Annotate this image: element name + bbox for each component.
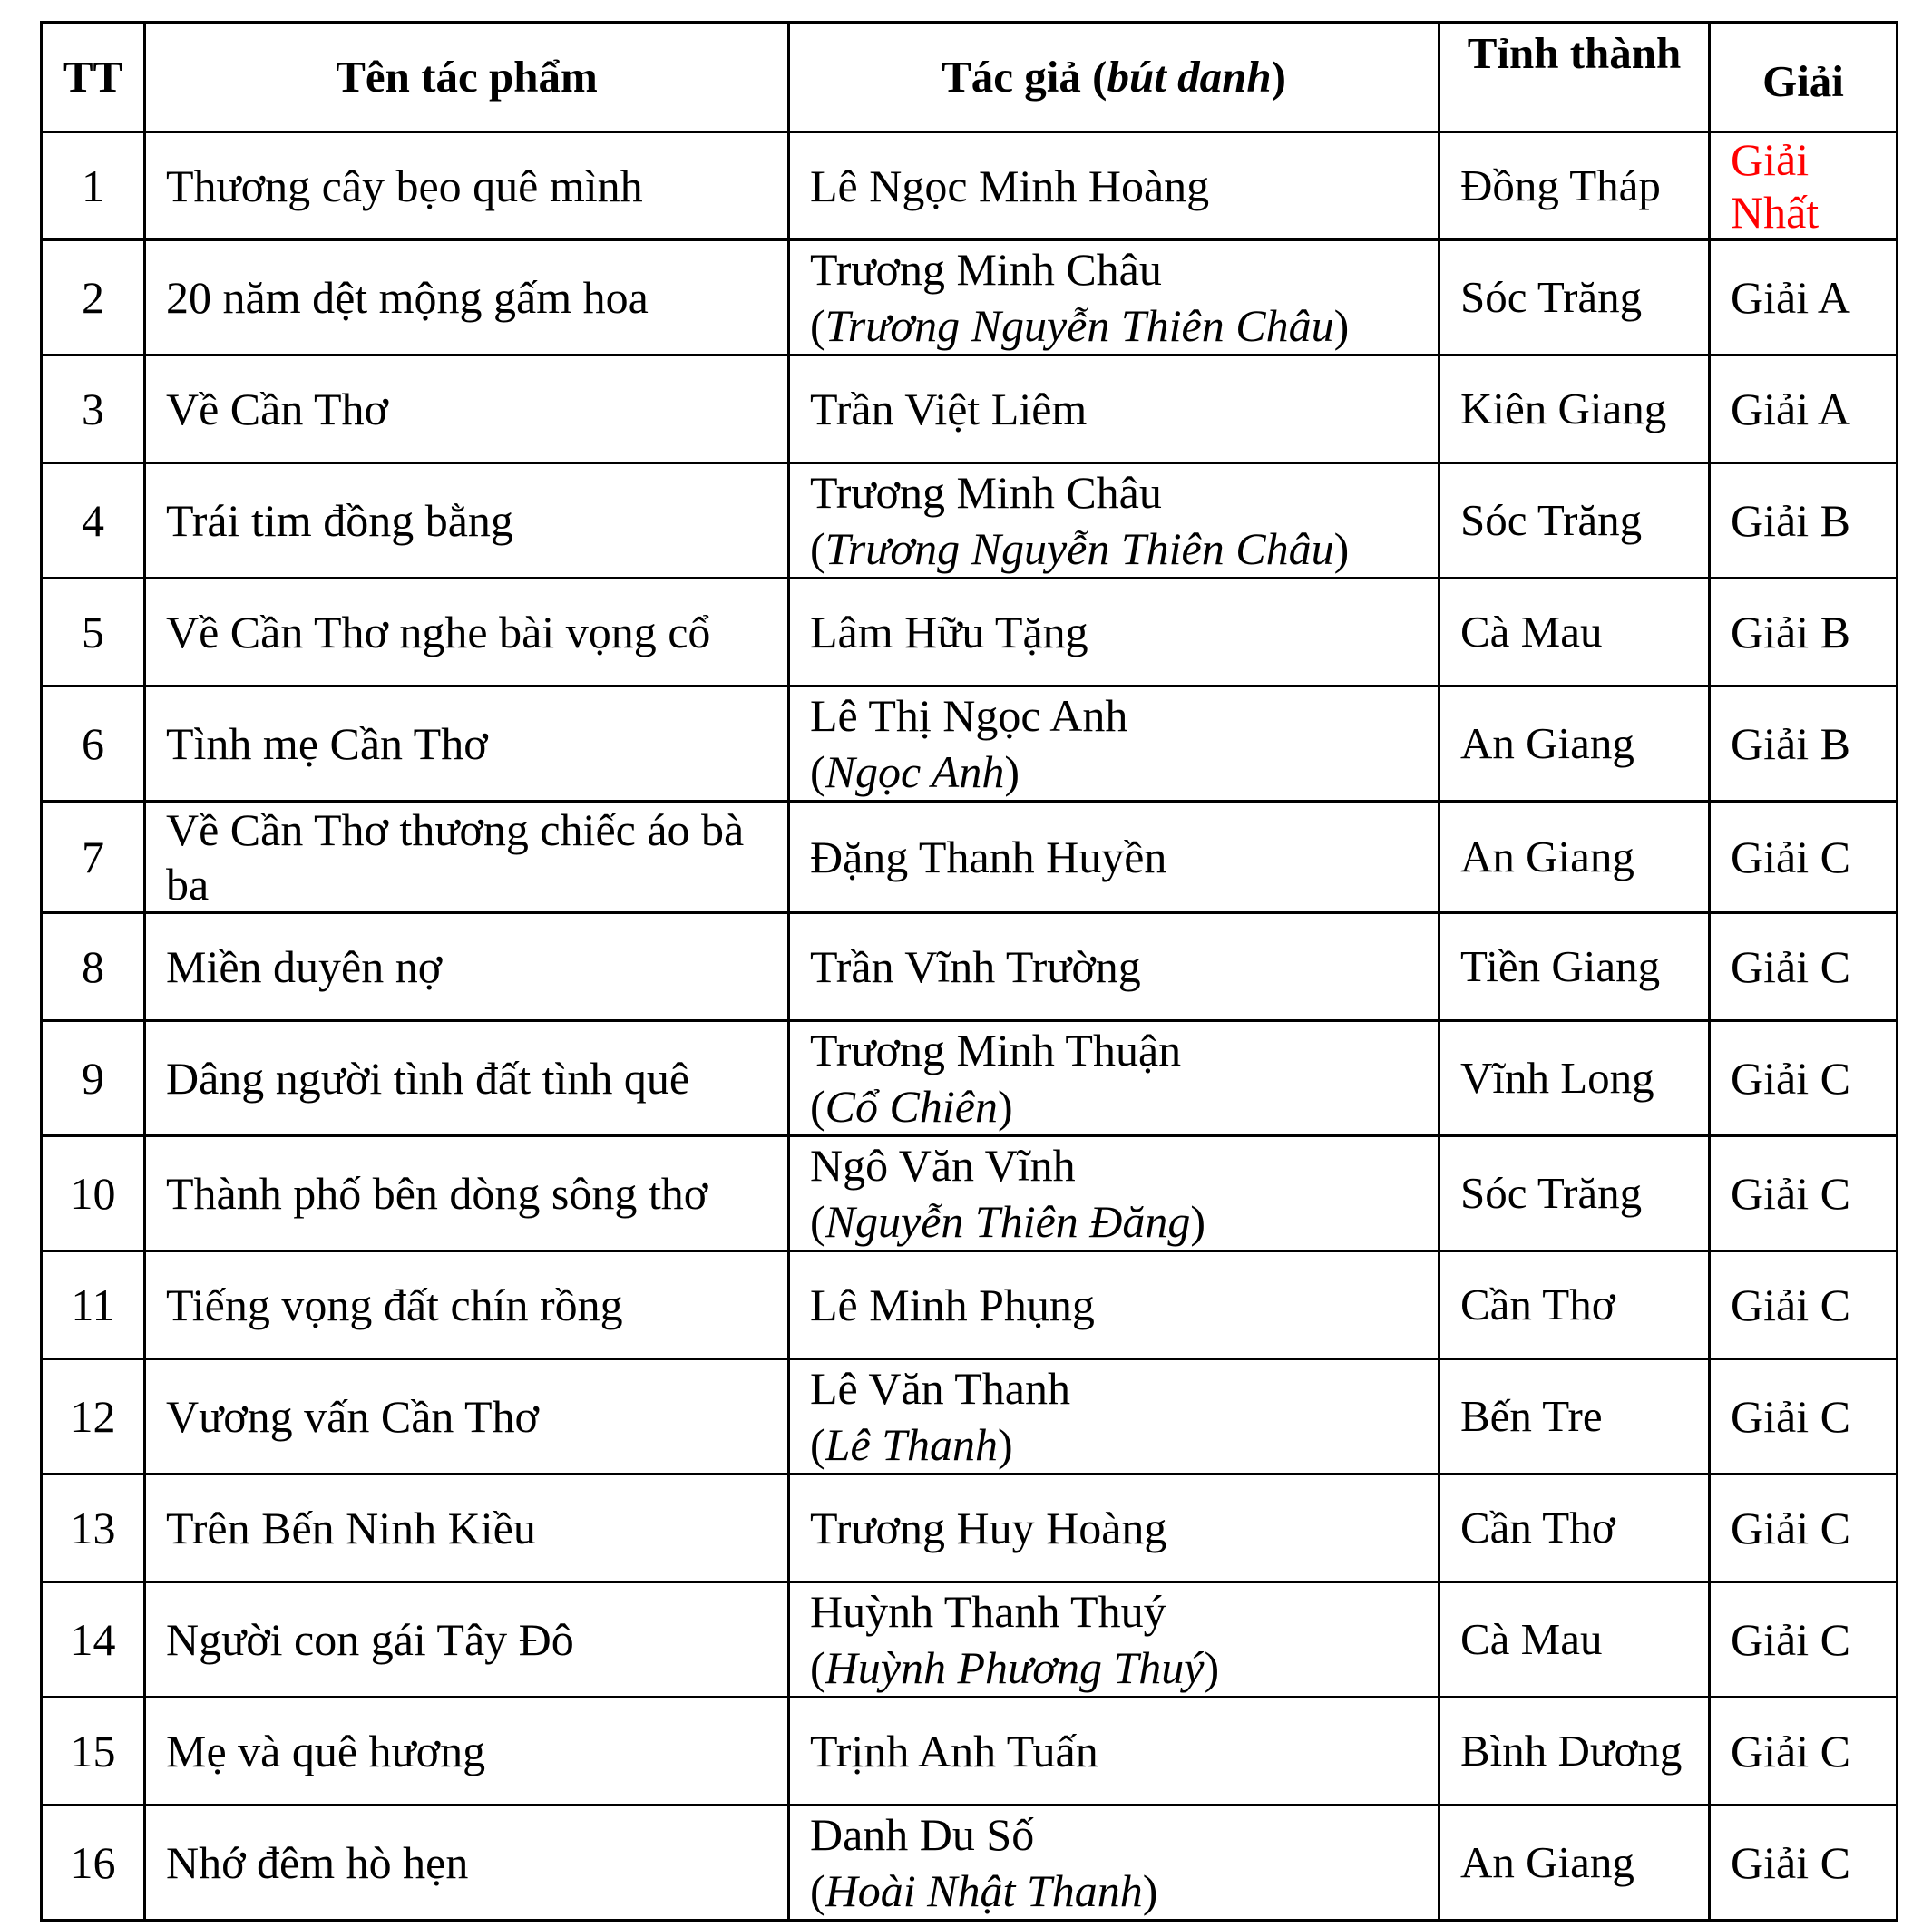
header-tt: TT [42, 23, 145, 132]
author-cell [789, 1021, 1439, 1136]
table-row [42, 1805, 1898, 1921]
pen-name-text: Lê Thanh [825, 1419, 998, 1470]
header-prize: Giải [1710, 23, 1898, 132]
row-number: 7 [42, 802, 145, 913]
province: Vĩnh Long [1439, 1021, 1710, 1136]
table-row [42, 686, 1898, 802]
work-title: Về Cần Thơ thương chiếc áo bà ba [145, 802, 789, 913]
author-cell [789, 913, 1439, 1021]
work-title: Miền duyên nợ [145, 913, 789, 1021]
author-name: Lâm Hữu Tặng [810, 607, 1088, 657]
author-name: Huỳnh Thanh Thuý [810, 1586, 1166, 1637]
province: Cần Thơ [1439, 1251, 1710, 1359]
province: Đồng Tháp [1439, 132, 1710, 240]
pen-name: (Huỳnh Phương Thuý) [810, 1642, 1220, 1693]
author-name: Trần Việt Liêm [810, 384, 1088, 434]
province: An Giang [1439, 686, 1710, 802]
author-name: Ngô Văn Vĩnh [810, 1140, 1076, 1191]
table-row [42, 1359, 1898, 1474]
prize: Giải C [1710, 1136, 1898, 1251]
work-title: Thành phố bên dòng sông thơ [145, 1136, 789, 1251]
author-cell [789, 802, 1439, 913]
author-name: Lê Thị Ngọc Anh [810, 690, 1128, 741]
work-title: Tình mẹ Cần Thơ [145, 686, 789, 802]
pen-name: (Hoài Nhật Thanh) [810, 1865, 1158, 1916]
province: Cà Mau [1439, 1582, 1710, 1698]
prize: Giải C [1710, 1582, 1898, 1698]
table-row [42, 1582, 1898, 1698]
author-cell [789, 1136, 1439, 1251]
work-title: Tiếng vọng đất chín rồng [145, 1251, 789, 1359]
row-number: 1 [42, 132, 145, 240]
pen-name-text: Cổ Chiên [825, 1081, 998, 1132]
table-row [42, 579, 1898, 686]
pen-name: (Lê Thanh) [810, 1419, 1013, 1470]
author-cell [789, 1474, 1439, 1582]
row-number: 13 [42, 1474, 145, 1582]
author-cell [789, 132, 1439, 240]
prize: Giải C [1710, 1698, 1898, 1805]
author-cell [789, 355, 1439, 463]
author-name: Lê Minh Phụng [810, 1280, 1095, 1330]
prize: Giải C [1710, 1805, 1898, 1921]
author-name: Trương Huy Hoàng [810, 1503, 1167, 1553]
row-number: 2 [42, 240, 145, 355]
row-number: 9 [42, 1021, 145, 1136]
pen-name-text: Hoài Nhật Thanh [825, 1865, 1143, 1916]
province: Cần Thơ [1439, 1474, 1710, 1582]
prize: Giải B [1710, 463, 1898, 579]
header-province: Tỉnh thành [1439, 23, 1710, 132]
pen-name-text: Nguyễn Thiên Đăng [825, 1196, 1191, 1247]
province: Kiên Giang [1439, 355, 1710, 463]
prize: Giải Nhất [1710, 132, 1898, 240]
row-number: 10 [42, 1136, 145, 1251]
pen-name-text: Trương Nguyễn Thiên Châu [825, 300, 1334, 351]
row-number: 14 [42, 1582, 145, 1698]
header-author [789, 23, 1439, 132]
header-title: Tên tác phẩm [145, 23, 789, 132]
pen-name-text: Trương Nguyễn Thiên Châu [825, 523, 1334, 574]
table-row [42, 1251, 1898, 1359]
row-number: 4 [42, 463, 145, 579]
table-row [42, 355, 1898, 463]
prize: Giải C [1710, 802, 1898, 913]
row-number: 5 [42, 579, 145, 686]
work-title: Nhớ đêm hò hẹn [145, 1805, 789, 1921]
work-title: Thương cây bẹo quê mình [145, 132, 789, 240]
province: Cà Mau [1439, 579, 1710, 686]
author-cell [789, 686, 1439, 802]
author-name: Đặng Thanh Huyền [810, 832, 1167, 882]
province: Sóc Trăng [1439, 1136, 1710, 1251]
author-cell [789, 1698, 1439, 1805]
author-cell [789, 463, 1439, 579]
table-header-row [42, 23, 1898, 132]
work-title: Trái tim đồng bằng [145, 463, 789, 579]
province: Bình Dương [1439, 1698, 1710, 1805]
prize: Giải B [1710, 579, 1898, 686]
pen-name: (Trương Nguyễn Thiên Châu) [810, 300, 1350, 351]
pen-name: (Cổ Chiên) [810, 1081, 1013, 1132]
author-name: Trịnh Anh Tuấn [810, 1726, 1098, 1776]
author-name: Lê Ngọc Minh Hoàng [810, 161, 1210, 211]
pen-name-text: Ngọc Anh [825, 746, 1005, 797]
work-title: Vương vấn Cần Thơ [145, 1359, 789, 1474]
awards-table [40, 21, 1898, 1922]
table-row [42, 913, 1898, 1021]
pen-name: (Ngọc Anh) [810, 746, 1020, 797]
row-number: 11 [42, 1251, 145, 1359]
row-number: 6 [42, 686, 145, 802]
author-name: Trương Minh Châu [810, 467, 1162, 518]
author-cell [789, 1359, 1439, 1474]
prize: Giải A [1710, 355, 1898, 463]
pen-name: (Nguyễn Thiên Đăng) [810, 1196, 1206, 1247]
table-row [42, 1021, 1898, 1136]
province: Sóc Trăng [1439, 240, 1710, 355]
prize: Giải C [1710, 1251, 1898, 1359]
table-row [42, 463, 1898, 579]
author-name: Trương Minh Châu [810, 244, 1162, 295]
prize: Giải C [1710, 1021, 1898, 1136]
header-author-italic: bút danh [1107, 52, 1272, 102]
table-row [42, 1136, 1898, 1251]
author-name: Trương Minh Thuận [810, 1025, 1182, 1075]
author-cell [789, 1582, 1439, 1698]
table-row [42, 1698, 1898, 1805]
table-row [42, 802, 1898, 913]
pen-name-text: Huỳnh Phương Thuý [825, 1642, 1205, 1693]
province: Tiền Giang [1439, 913, 1710, 1021]
province: Bến Tre [1439, 1359, 1710, 1474]
author-cell [789, 1251, 1439, 1359]
author-name: Lê Văn Thanh [810, 1363, 1070, 1414]
work-title: Về Cần Thơ nghe bài vọng cổ [145, 579, 789, 686]
work-title: 20 năm dệt mộng gấm hoa [145, 240, 789, 355]
author-cell [789, 240, 1439, 355]
table-row [42, 132, 1898, 240]
prize: Giải B [1710, 686, 1898, 802]
prize: Giải C [1710, 1474, 1898, 1582]
table-row [42, 1474, 1898, 1582]
work-title: Trên Bến Ninh Kiều [145, 1474, 789, 1582]
row-number: 16 [42, 1805, 145, 1921]
prize: Giải C [1710, 913, 1898, 1021]
work-title: Dâng người tình đất tình quê [145, 1021, 789, 1136]
province: An Giang [1439, 1805, 1710, 1921]
row-number: 8 [42, 913, 145, 1021]
header-author-close: ) [1271, 52, 1286, 102]
table-row [42, 240, 1898, 355]
row-number: 12 [42, 1359, 145, 1474]
province: An Giang [1439, 802, 1710, 913]
author-cell [789, 579, 1439, 686]
row-number: 15 [42, 1698, 145, 1805]
author-cell [789, 1805, 1439, 1921]
work-title: Mẹ và quê hương [145, 1698, 789, 1805]
table-body [42, 132, 1898, 1921]
header-author-main: Tác giả ( [942, 52, 1107, 102]
work-title: Người con gái Tây Đô [145, 1582, 789, 1698]
author-name: Trần Vĩnh Trường [810, 941, 1141, 992]
document-page [40, 21, 1898, 1922]
prize: Giải A [1710, 240, 1898, 355]
province: Sóc Trăng [1439, 463, 1710, 579]
work-title: Về Cần Thơ [145, 355, 789, 463]
author-name: Danh Du Số [810, 1809, 1035, 1860]
pen-name: (Trương Nguyễn Thiên Châu) [810, 523, 1350, 574]
prize: Giải C [1710, 1359, 1898, 1474]
row-number: 3 [42, 355, 145, 463]
